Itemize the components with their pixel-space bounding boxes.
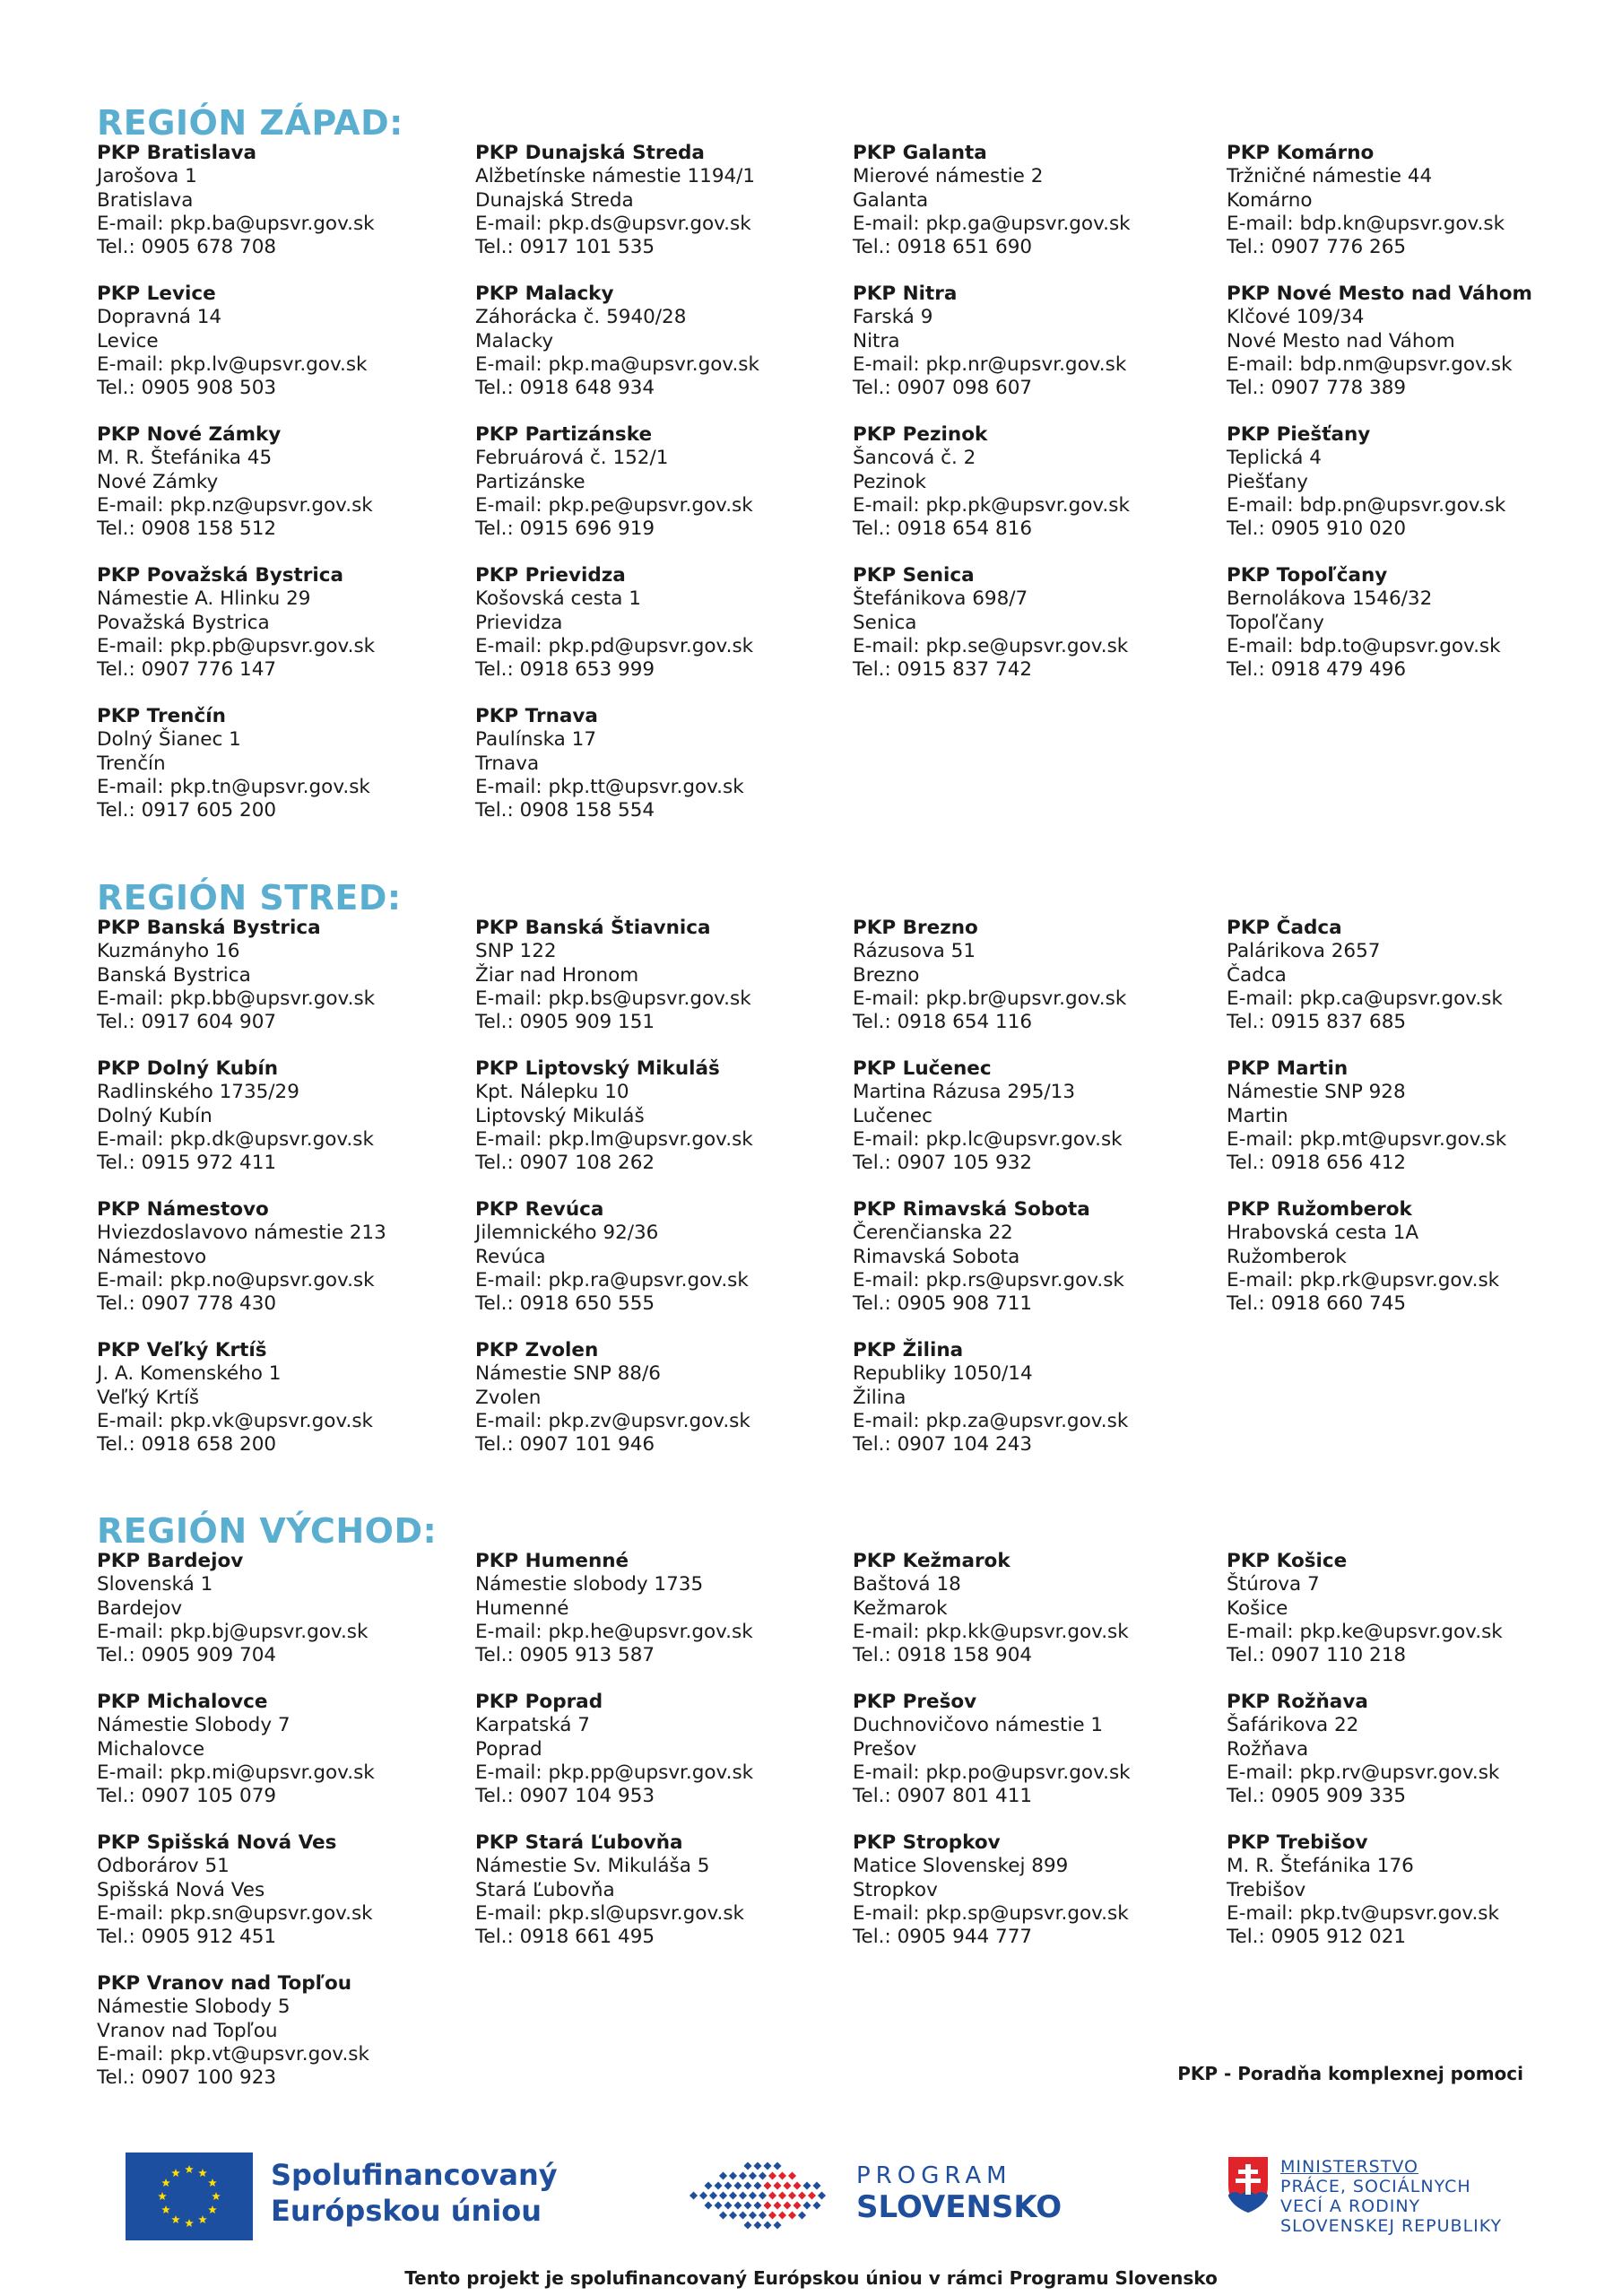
- office-name: PKP Námestovo: [97, 1198, 269, 1221]
- office-name: PKP Trenčín: [97, 705, 226, 727]
- office-name: PKP Humenné: [475, 1550, 629, 1572]
- office-street: Jarošova 1: [97, 165, 197, 188]
- office-phone: Tel.: 0905 912 451: [97, 1926, 277, 1949]
- ministry-line-3: VECÍ A RODINY: [1280, 2196, 1421, 2216]
- office-card: [475, 1831, 843, 1949]
- office-phone: Tel.: 0907 100 923: [97, 2066, 277, 2090]
- office-email: E-mail: pkp.mt@upsvr.gov.sk: [1227, 1127, 1507, 1151]
- office-city: Martin: [1227, 1104, 1288, 1127]
- office-phone: Tel.: 0918 651 690: [853, 236, 1033, 259]
- office-name: PKP Liptovský Mikuláš: [475, 1057, 720, 1080]
- office-street: Karpatská 7: [475, 1714, 590, 1737]
- office-name: PKP Veľký Krtíš: [97, 1339, 267, 1361]
- office-email: E-mail: pkp.lv@upsvr.gov.sk: [97, 352, 368, 376]
- office-street: SNP 122: [475, 940, 557, 963]
- office-city: Senica: [853, 611, 917, 634]
- eu-cofinanced-text: [271, 2157, 558, 2229]
- office-card: [853, 1057, 1220, 1175]
- office-street: Duchnovičovo námestie 1: [853, 1714, 1104, 1737]
- office-city: Trnava: [475, 752, 540, 775]
- office-card: [97, 564, 464, 682]
- office-card: [853, 423, 1220, 541]
- office-card: [853, 142, 1220, 259]
- office-street: Šancová č. 2: [853, 447, 976, 470]
- office-street: Námestie SNP 928: [1227, 1081, 1406, 1104]
- office-email: E-mail: pkp.za@upsvr.gov.sk: [853, 1409, 1129, 1432]
- office-phone: Tel.: 0918 660 745: [1227, 1292, 1407, 1316]
- office-email: E-mail: pkp.sn@upsvr.gov.sk: [97, 1901, 373, 1925]
- office-street: Kpt. Nálepku 10: [475, 1081, 629, 1104]
- office-city: Bratislava: [97, 188, 194, 212]
- office-street: Kuzmányho 16: [97, 940, 240, 963]
- office-city: Liptovský Mikuláš: [475, 1104, 645, 1127]
- office-city: Trebišov: [1227, 1878, 1306, 1901]
- office-card: [97, 1831, 464, 1949]
- office-phone: Tel.: 0907 778 430: [97, 1292, 277, 1316]
- office-street: Štúrova 7: [1227, 1573, 1320, 1596]
- office-city: Ružomberok: [1227, 1245, 1347, 1268]
- program-line-1: PROGRAM: [856, 2162, 1012, 2189]
- office-phone: Tel.: 0907 776 147: [97, 658, 277, 682]
- office-name: PKP Rožňava: [1227, 1691, 1368, 1713]
- office-city: Kežmarok: [853, 1596, 948, 1620]
- office-phone: Tel.: 0908 158 554: [475, 799, 655, 822]
- office-email: E-mail: pkp.br@upsvr.gov.sk: [853, 987, 1127, 1010]
- office-city: Dunajská Streda: [475, 188, 634, 212]
- office-card: [97, 283, 464, 400]
- office-name: PKP Nové Zámky: [97, 423, 282, 446]
- ministry-text: [1280, 2157, 1502, 2236]
- ministry-line-2: PRÁCE, SOCIÁLNYCH: [1280, 2177, 1471, 2196]
- office-card: [853, 1198, 1220, 1316]
- eu-flag-icon: [126, 2152, 253, 2240]
- office-phone: Tel.: 0905 909 704: [97, 1644, 277, 1667]
- office-card: [97, 142, 464, 259]
- office-phone: Tel.: 0907 108 262: [475, 1152, 655, 1175]
- office-card: [1227, 142, 1594, 259]
- office-city: Vranov nad Topľou: [97, 2019, 278, 2042]
- office-phone: Tel.: 0907 105 079: [97, 1785, 277, 1808]
- office-name: PKP Rimavská Sobota: [853, 1198, 1090, 1221]
- office-name: PKP Komárno: [1227, 142, 1375, 164]
- office-card: [1227, 1550, 1594, 1667]
- office-email: E-mail: pkp.rk@upsvr.gov.sk: [1227, 1268, 1500, 1292]
- region-title: REGIÓN STRED:: [97, 878, 402, 918]
- office-street: Námestie Sv. Mikuláša 5: [475, 1855, 710, 1878]
- office-email: E-mail: pkp.no@upsvr.gov.sk: [97, 1268, 375, 1292]
- office-email: E-mail: bdp.nm@upsvr.gov.sk: [1227, 352, 1513, 376]
- office-card: [475, 142, 843, 259]
- program-slovensko-text: [856, 2162, 1062, 2225]
- office-phone: Tel.: 0905 912 021: [1227, 1926, 1407, 1949]
- office-phone: Tel.: 0918 654 116: [853, 1011, 1033, 1034]
- office-email: E-mail: pkp.ca@upsvr.gov.sk: [1227, 987, 1503, 1010]
- office-name: PKP Stará Ľubovňa: [475, 1831, 683, 1854]
- office-street: Námestie A. Hlinku 29: [97, 587, 311, 611]
- office-phone: Tel.: 0905 909 335: [1227, 1785, 1407, 1808]
- office-email: E-mail: pkp.kk@upsvr.gov.sk: [853, 1620, 1129, 1643]
- office-card: [475, 705, 843, 822]
- office-email: E-mail: pkp.pd@upsvr.gov.sk: [475, 634, 754, 657]
- office-name: PKP Poprad: [475, 1691, 603, 1713]
- office-city: Trenčín: [97, 752, 166, 775]
- office-city: Spišská Nová Ves: [97, 1878, 265, 1901]
- office-card: [97, 1550, 464, 1667]
- office-phone: Tel.: 0915 972 411: [97, 1152, 277, 1175]
- office-city: Stropkov: [853, 1878, 938, 1901]
- office-phone: Tel.: 0915 837 742: [853, 658, 1033, 682]
- office-city: Prešov: [853, 1737, 917, 1761]
- office-street: Námestie Slobody 5: [97, 1996, 291, 2019]
- office-city: Revúca: [475, 1245, 546, 1268]
- office-street: Teplická 4: [1227, 447, 1322, 470]
- office-city: Galanta: [853, 188, 929, 212]
- office-city: Bardejov: [97, 1596, 183, 1620]
- office-city: Prievidza: [475, 611, 563, 634]
- office-name: PKP Brezno: [853, 917, 978, 939]
- office-phone: Tel.: 0918 656 412: [1227, 1152, 1407, 1175]
- office-city: Veľký Krtíš: [97, 1386, 200, 1409]
- office-email: E-mail: pkp.ma@upsvr.gov.sk: [475, 352, 759, 376]
- office-email: E-mail: pkp.nz@upsvr.gov.sk: [97, 493, 373, 517]
- office-street: Dopravná 14: [97, 306, 222, 329]
- office-name: PKP Pezinok: [853, 423, 988, 446]
- office-phone: Tel.: 0905 909 151: [475, 1011, 655, 1034]
- office-phone: Tel.: 0918 648 934: [475, 377, 655, 400]
- office-name: PKP Považská Bystrica: [97, 564, 344, 587]
- slovak-crest-icon: [1227, 2155, 1270, 2214]
- office-card: [1227, 1691, 1594, 1808]
- office-street: Čerenčianska 22: [853, 1222, 1013, 1245]
- office-name: PKP Trebišov: [1227, 1831, 1368, 1854]
- office-email: E-mail: pkp.ra@upsvr.gov.sk: [475, 1268, 749, 1292]
- office-street: Slovenská 1: [97, 1573, 213, 1596]
- office-name: PKP Malacky: [475, 283, 614, 305]
- office-street: Farská 9: [853, 306, 933, 329]
- office-name: PKP Banská Štiavnica: [475, 917, 711, 939]
- office-name: PKP Ružomberok: [1227, 1198, 1412, 1221]
- office-name: PKP Senica: [853, 564, 975, 587]
- office-street: Palárikova 2657: [1227, 940, 1381, 963]
- office-phone: Tel.: 0905 944 777: [853, 1926, 1033, 1949]
- office-phone: Tel.: 0907 104 243: [853, 1433, 1033, 1457]
- office-card: [1227, 1198, 1594, 1316]
- eu-line-1: Spolufinancovaný: [271, 2158, 558, 2192]
- office-phone: Tel.: 0918 650 555: [475, 1292, 655, 1316]
- office-card: [853, 917, 1220, 1034]
- office-name: PKP Stropkov: [853, 1831, 1001, 1854]
- office-street: Rázusova 51: [853, 940, 976, 963]
- office-phone: Tel.: 0918 654 816: [853, 517, 1033, 541]
- office-email: E-mail: pkp.pp@upsvr.gov.sk: [475, 1761, 754, 1784]
- office-city: Košice: [1227, 1596, 1288, 1620]
- office-phone: Tel.: 0905 908 711: [853, 1292, 1033, 1316]
- office-card: [475, 564, 843, 682]
- office-street: M. R. Štefánika 176: [1227, 1855, 1414, 1878]
- office-name: PKP Zvolen: [475, 1339, 599, 1361]
- office-street: Baštová 18: [853, 1573, 961, 1596]
- office-name: PKP Dunajská Streda: [475, 142, 705, 164]
- office-phone: Tel.: 0918 658 200: [97, 1433, 277, 1457]
- office-phone: Tel.: 0918 653 999: [475, 658, 655, 682]
- office-email: E-mail: pkp.ke@upsvr.gov.sk: [1227, 1620, 1503, 1643]
- office-phone: Tel.: 0907 801 411: [853, 1785, 1033, 1808]
- office-city: Humenné: [475, 1596, 569, 1620]
- eu-line-2: Európskou úniou: [271, 2194, 542, 2228]
- office-name: PKP Vranov nad Topľou: [97, 1972, 352, 1995]
- office-street: Radlinského 1735/29: [97, 1081, 299, 1104]
- office-city: Nitra: [853, 329, 900, 352]
- office-city: Rimavská Sobota: [853, 1245, 1020, 1268]
- office-name: PKP Partizánske: [475, 423, 653, 446]
- office-street: Námestie slobody 1735: [475, 1573, 704, 1596]
- office-email: E-mail: pkp.po@upsvr.gov.sk: [853, 1761, 1131, 1784]
- office-card: [853, 1550, 1220, 1667]
- office-name: PKP Spišská Nová Ves: [97, 1831, 337, 1854]
- office-street: Námestie Slobody 7: [97, 1714, 291, 1737]
- office-email: E-mail: pkp.pe@upsvr.gov.sk: [475, 493, 753, 517]
- office-card: [1227, 1057, 1594, 1175]
- office-city: Považská Bystrica: [97, 611, 270, 634]
- office-street: Odborárov 51: [97, 1855, 230, 1878]
- office-email: E-mail: pkp.pb@upsvr.gov.sk: [97, 634, 376, 657]
- office-email: E-mail: pkp.bs@upsvr.gov.sk: [475, 987, 751, 1010]
- office-phone: Tel.: 0905 678 708: [97, 236, 277, 259]
- office-city: Michalovce: [97, 1737, 205, 1761]
- office-email: E-mail: pkp.tv@upsvr.gov.sk: [1227, 1901, 1499, 1925]
- office-card: [97, 1198, 464, 1316]
- office-street: Republiky 1050/14: [853, 1362, 1033, 1386]
- office-card: [1227, 917, 1594, 1034]
- office-city: Dolný Kubín: [97, 1104, 213, 1127]
- office-phone: Tel.: 0918 479 496: [1227, 658, 1407, 682]
- office-street: Záhorácka č. 5940/28: [475, 306, 687, 329]
- office-email: E-mail: pkp.he@upsvr.gov.sk: [475, 1620, 753, 1643]
- office-name: PKP Košice: [1227, 1550, 1348, 1572]
- office-email: E-mail: pkp.se@upsvr.gov.sk: [853, 634, 1129, 657]
- region-title: REGIÓN VÝCHOD:: [97, 1511, 438, 1551]
- office-card: [97, 1339, 464, 1457]
- office-email: E-mail: pkp.nr@upsvr.gov.sk: [853, 352, 1127, 376]
- ministry-line-4: SLOVENSKEJ REPUBLIKY: [1280, 2216, 1503, 2236]
- program-line-2: SLOVENSKO: [856, 2189, 1063, 2225]
- office-name: PKP Lučenec: [853, 1057, 992, 1080]
- office-name: PKP Žilina: [853, 1339, 964, 1361]
- office-name: PKP Galanta: [853, 142, 987, 164]
- office-phone: Tel.: 0907 776 265: [1227, 236, 1407, 259]
- office-email: E-mail: pkp.zv@upsvr.gov.sk: [475, 1409, 750, 1432]
- office-city: Žiar nad Hronom: [475, 963, 639, 987]
- office-phone: Tel.: 0908 158 512: [97, 517, 277, 541]
- office-phone: Tel.: 0918 661 495: [475, 1926, 655, 1949]
- office-name: PKP Nové Mesto nad Váhom: [1227, 283, 1532, 305]
- office-card: [475, 423, 843, 541]
- office-phone: Tel.: 0917 604 907: [97, 1011, 277, 1034]
- office-city: Piešťany: [1227, 470, 1308, 493]
- office-email: E-mail: pkp.sp@upsvr.gov.sk: [853, 1901, 1129, 1925]
- office-name: PKP Martin: [1227, 1057, 1349, 1080]
- office-city: Rožňava: [1227, 1737, 1309, 1761]
- office-card: [1227, 423, 1594, 541]
- office-phone: Tel.: 0915 696 919: [475, 517, 655, 541]
- office-street: Martina Rázusa 295/13: [853, 1081, 1076, 1104]
- office-street: Dolný Šianec 1: [97, 728, 241, 752]
- office-email: E-mail: pkp.rv@upsvr.gov.sk: [1227, 1761, 1500, 1784]
- office-city: Banská Bystrica: [97, 963, 251, 987]
- office-email: E-mail: pkp.dk@upsvr.gov.sk: [97, 1127, 374, 1151]
- office-card: [1227, 1831, 1594, 1949]
- office-email: E-mail: pkp.vk@upsvr.gov.sk: [97, 1409, 373, 1432]
- office-street: Námestie SNP 88/6: [475, 1362, 661, 1386]
- office-city: Topoľčany: [1227, 611, 1324, 634]
- office-card: [97, 1972, 464, 2090]
- office-phone: Tel.: 0915 837 685: [1227, 1011, 1407, 1034]
- office-card: [97, 917, 464, 1034]
- office-name: PKP Čadca: [1227, 917, 1342, 939]
- office-city: Zvolen: [475, 1386, 542, 1409]
- office-name: PKP Banská Bystrica: [97, 917, 321, 939]
- office-email: E-mail: pkp.sl@upsvr.gov.sk: [475, 1901, 744, 1925]
- logo-bar: [0, 2148, 1622, 2256]
- office-street: Tržničné námestie 44: [1227, 165, 1433, 188]
- office-email: E-mail: pkp.ga@upsvr.gov.sk: [853, 212, 1131, 235]
- office-card: [97, 1691, 464, 1808]
- office-name: PKP Bardejov: [97, 1550, 244, 1572]
- office-city: Pezinok: [853, 470, 926, 493]
- office-street: Alžbetínske námestie 1194/1: [475, 165, 756, 188]
- office-city: Brezno: [853, 963, 920, 987]
- office-name: PKP Trnava: [475, 705, 598, 727]
- office-card: [97, 423, 464, 541]
- office-card: [853, 283, 1220, 400]
- region-title: REGIÓN ZÁPAD:: [97, 103, 403, 143]
- office-street: Košovská cesta 1: [475, 587, 641, 611]
- office-card: [1227, 283, 1594, 400]
- office-street: Hrabovská cesta 1A: [1227, 1222, 1419, 1245]
- office-street: Matice Slovenskej 899: [853, 1855, 1069, 1878]
- office-street: Mierové námestie 2: [853, 165, 1044, 188]
- office-email: E-mail: pkp.bb@upsvr.gov.sk: [97, 987, 376, 1010]
- ministry-line-1: MINISTERSTVO: [1280, 2157, 1418, 2177]
- office-phone: Tel.: 0907 101 946: [475, 1433, 655, 1457]
- office-phone: Tel.: 0905 910 020: [1227, 517, 1407, 541]
- office-card: [853, 1691, 1220, 1808]
- office-card: [475, 1691, 843, 1808]
- office-card: [475, 1057, 843, 1175]
- office-city: Lučenec: [853, 1104, 932, 1127]
- office-email: E-mail: bdp.to@upsvr.gov.sk: [1227, 634, 1501, 657]
- footnote-abbreviation: PKP - Poradňa komplexnej pomoci: [1177, 2063, 1523, 2084]
- office-city: Nové Zámky: [97, 470, 219, 493]
- office-street: Bernolákova 1546/32: [1227, 587, 1433, 611]
- office-name: PKP Topoľčany: [1227, 564, 1388, 587]
- office-email: E-mail: bdp.pn@upsvr.gov.sk: [1227, 493, 1506, 517]
- office-card: [475, 917, 843, 1034]
- office-city: Žilina: [853, 1386, 906, 1409]
- office-city: Malacky: [475, 329, 554, 352]
- office-name: PKP Levice: [97, 283, 216, 305]
- office-card: [97, 1057, 464, 1175]
- office-name: PKP Piešťany: [1227, 423, 1371, 446]
- office-email: E-mail: pkp.rs@upsvr.gov.sk: [853, 1268, 1124, 1292]
- office-card: [97, 705, 464, 822]
- office-card: [853, 1339, 1220, 1457]
- office-name: PKP Prievidza: [475, 564, 626, 587]
- office-phone: Tel.: 0907 098 607: [853, 377, 1033, 400]
- office-email: E-mail: pkp.lm@upsvr.gov.sk: [475, 1127, 753, 1151]
- office-street: Klčové 109/34: [1227, 306, 1365, 329]
- office-city: Partizánske: [475, 470, 585, 493]
- office-card: [475, 1550, 843, 1667]
- office-card: [853, 564, 1220, 682]
- office-name: PKP Prešov: [853, 1691, 977, 1713]
- office-name: PKP Bratislava: [97, 142, 257, 164]
- office-phone: Tel.: 0905 908 503: [97, 377, 277, 400]
- funding-note: Tento projekt je spolufinancovaný Európskou úniou v rámci Programu Slovensko: [404, 2267, 1218, 2289]
- office-street: J. A. Komenského 1: [97, 1362, 282, 1386]
- office-card: [475, 1339, 843, 1457]
- office-email: E-mail: pkp.pk@upsvr.gov.sk: [853, 493, 1130, 517]
- office-email: E-mail: pkp.lc@upsvr.gov.sk: [853, 1127, 1123, 1151]
- office-card: [1227, 564, 1594, 682]
- office-phone: Tel.: 0907 104 953: [475, 1785, 655, 1808]
- office-city: Komárno: [1227, 188, 1313, 212]
- office-city: Stará Ľubovňa: [475, 1878, 615, 1901]
- office-email: E-mail: pkp.tt@upsvr.gov.sk: [475, 775, 744, 798]
- office-phone: Tel.: 0905 913 587: [475, 1644, 655, 1667]
- office-card: [853, 1831, 1220, 1949]
- office-city: Námestovo: [97, 1245, 207, 1268]
- office-card: [475, 1198, 843, 1316]
- program-slovensko-icon: [680, 2153, 846, 2243]
- office-name: PKP Michalovce: [97, 1691, 268, 1713]
- office-city: Nové Mesto nad Váhom: [1227, 329, 1455, 352]
- office-email: E-mail: pkp.mi@upsvr.gov.sk: [97, 1761, 375, 1784]
- office-phone: Tel.: 0917 605 200: [97, 799, 277, 822]
- office-email: E-mail: pkp.vt@upsvr.gov.sk: [97, 2042, 369, 2066]
- office-street: Paulínska 17: [475, 728, 597, 752]
- office-email: E-mail: pkp.tn@upsvr.gov.sk: [97, 775, 370, 798]
- office-phone: Tel.: 0907 778 389: [1227, 377, 1407, 400]
- office-city: Levice: [97, 329, 159, 352]
- office-street: Šafárikova 22: [1227, 1714, 1359, 1737]
- office-name: PKP Kežmarok: [853, 1550, 1010, 1572]
- office-phone: Tel.: 0907 110 218: [1227, 1644, 1407, 1667]
- office-city: Čadca: [1227, 963, 1287, 987]
- office-city: Poprad: [475, 1737, 542, 1761]
- office-card: [475, 283, 843, 400]
- office-email: E-mail: pkp.ds@upsvr.gov.sk: [475, 212, 751, 235]
- office-street: Februárová č. 152/1: [475, 447, 669, 470]
- office-email: E-mail: pkp.ba@upsvr.gov.sk: [97, 212, 375, 235]
- office-phone: Tel.: 0918 158 904: [853, 1644, 1033, 1667]
- office-street: M. R. Štefánika 45: [97, 447, 273, 470]
- office-street: Hviezdoslavovo námestie 213: [97, 1222, 386, 1245]
- office-name: PKP Nitra: [853, 283, 958, 305]
- office-street: Jilemnického 92/36: [475, 1222, 659, 1245]
- office-name: PKP Revúca: [475, 1198, 604, 1221]
- office-street: Štefánikova 698/7: [853, 587, 1028, 611]
- office-email: E-mail: pkp.bj@upsvr.gov.sk: [97, 1620, 369, 1643]
- office-email: E-mail: bdp.kn@upsvr.gov.sk: [1227, 212, 1505, 235]
- office-phone: Tel.: 0907 105 932: [853, 1152, 1033, 1175]
- office-name: PKP Dolný Kubín: [97, 1057, 279, 1080]
- office-phone: Tel.: 0917 101 535: [475, 236, 655, 259]
